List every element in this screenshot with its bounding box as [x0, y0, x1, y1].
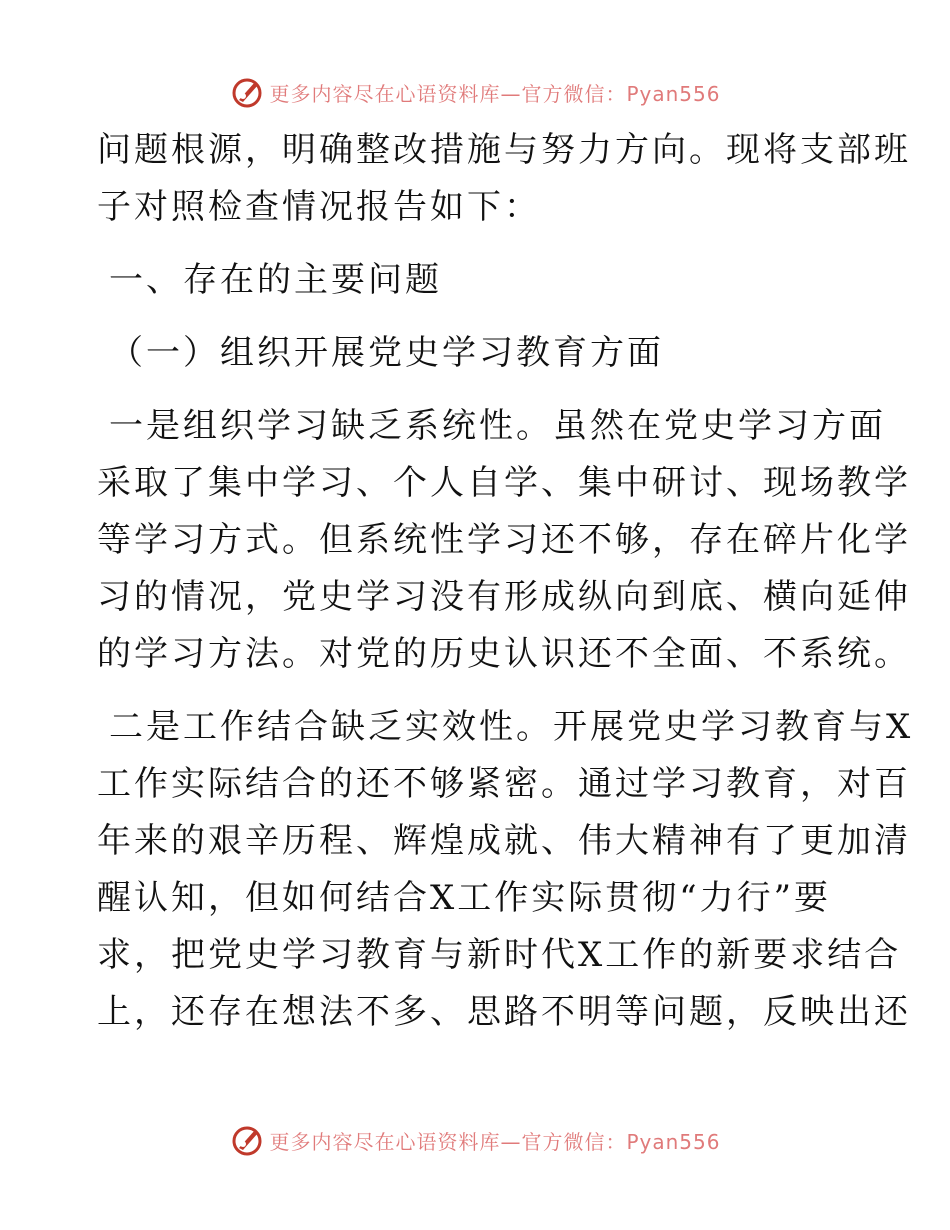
text-line: 求，把党史学习教育与新时代X工作的新要求结合 [97, 935, 902, 975]
text-line: 的学习方法。对党的历史认识还不全面、不系统。 [97, 634, 911, 674]
subsection-heading: （一）组织开展党史学习教育方面 [109, 333, 664, 373]
text-line: 上，还存在想法不多、思路不明等问题，反映出还 [97, 992, 911, 1032]
text-line: 习的情况，党史学习没有形成纵向到底、横向延伸 [97, 577, 911, 617]
text-line: 工作实际结合的还不够紧密。通过学习教育，对百 [97, 764, 911, 804]
text-line: 年来的艰辛历程、辉煌成就、伟大精神有了更加清 [97, 821, 911, 861]
quill-seal-icon [229, 74, 265, 110]
text-line: 二是工作结合缺乏实效性。开展党史学习教育与X [109, 707, 914, 747]
quill-seal-icon [229, 1122, 265, 1158]
text-line: 一是组织学习缺乏系统性。虽然在党史学习方面 [109, 406, 886, 446]
text-line: 醒认知，但如何结合X工作实际贯彻“力行”要 [97, 878, 831, 918]
document-body [97, 122, 914, 1041]
watermark-header [0, 72, 950, 112]
section-heading: 一、存在的主要问题 [109, 260, 442, 300]
watermark-text: 更多内容尽在心语资料库—官方微信：Pyan556 [269, 1129, 721, 1154]
watermark-footer [0, 1120, 950, 1160]
text-line: 等学习方式。但系统性学习还不够，存在碎片化学 [97, 520, 911, 560]
watermark-text: 更多内容尽在心语资料库—官方微信：Pyan556 [269, 81, 721, 106]
text-line: 子对照检查情况报告如下： [97, 187, 541, 227]
text-line: 采取了集中学习、个人自学、集中研讨、现场教学 [97, 463, 911, 503]
text-line: 问题根源，明确整改措施与努力方向。现将支部班 [97, 130, 911, 170]
